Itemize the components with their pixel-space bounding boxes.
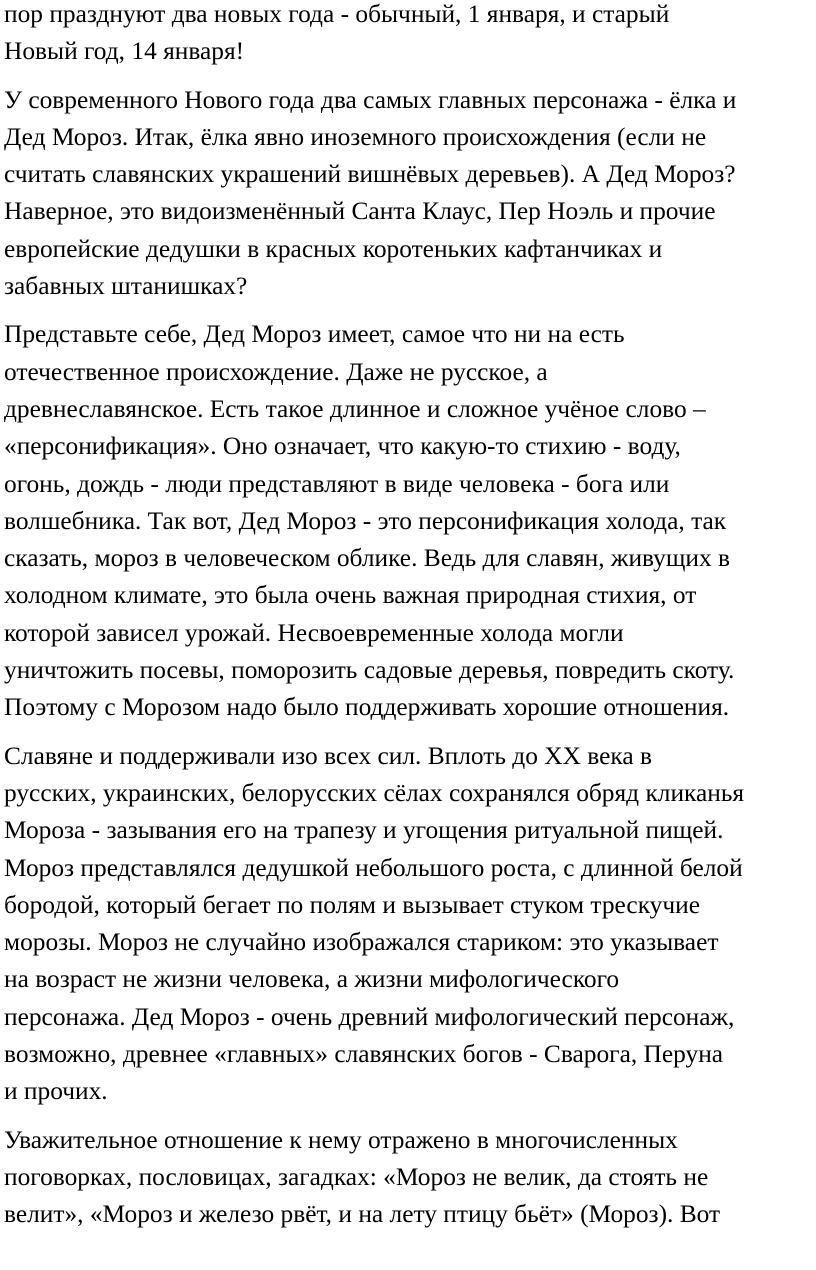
- text-line: Мороз представлялся дедушкой небольшого роста, с длинной белой: [4, 853, 743, 882]
- text-line: забавных штанишках?: [4, 272, 248, 301]
- text-line: персонажа. Дед Мороз - очень древний мифологический персонаж,: [4, 1002, 735, 1031]
- text-line: холодном климате, это была очень важная природная стихия, от: [4, 581, 697, 610]
- text-line: на возраст не жизни человека, а жизни мифологического: [4, 965, 620, 994]
- text-line: и прочих.: [4, 1077, 108, 1106]
- text-line: Уважительное отношение к нему отражено в многочисленных: [4, 1125, 678, 1154]
- text-line: поговорках, пословицах, загадках: «Мороз не велик, да стоять не: [4, 1162, 709, 1191]
- paragraph-3: [4, 316, 816, 726]
- text-line: бородой, который бегает по полям и вызывает стуком трескучие: [4, 890, 700, 919]
- document-page: [4, 0, 816, 1245]
- text-line: возможно, древнее «главных» славянских богов - Сварога, Перуна: [4, 1040, 724, 1069]
- text-line: «персонификация». Оно означает, что какую-то стихию - воду,: [4, 432, 681, 461]
- paragraph-5: [4, 1122, 816, 1234]
- text-line: У современного Нового года два самых главных персонажа - ёлка и: [4, 85, 737, 114]
- text-line: Новый год, 14 января!: [4, 37, 245, 66]
- text-line: Представьте себе, Дед Мороз имеет, самое что ни на есть: [4, 320, 625, 349]
- text-line: европейские дедушки в красных коротеньких кафтанчиках и: [4, 234, 663, 263]
- text-line: морозы. Мороз не случайно изображался стариком: это указывает: [4, 928, 719, 957]
- text-line: которой зависел урожай. Несвоевременные холода могли: [4, 618, 624, 647]
- text-line: велит», «Мороз и железо рвёт, и на лету птицу бьёт» (Мороз). Вот: [4, 1200, 721, 1229]
- text-line: пор празднуют два новых года - обычный, 1 января, и старый: [4, 0, 670, 28]
- text-line: Мороза - зазывания его на трапезу и угощения ритуальной пищей.: [4, 816, 724, 845]
- paragraph-2: [4, 82, 816, 306]
- text-line: Дед Мороз. Итак, ёлка явно иноземного происхождения (если не: [4, 122, 707, 151]
- text-line: Славяне и поддерживали изо всех сил. Вплоть до XX века в: [4, 741, 652, 770]
- text-line: отечественное происхождение. Даже не русское, а: [4, 357, 548, 386]
- text-line: волшебника. Так вот, Дед Мороз - это персонификация холода, так: [4, 506, 727, 535]
- text-line: древнеславянское. Есть такое длинное и сложное учёное слово –: [4, 394, 706, 423]
- text-line: сказать, мороз в человеческом облике. Ведь для славян, живущих в: [4, 544, 731, 573]
- text-line: уничтожить посевы, поморозить садовые деревья, повредить скоту.: [4, 656, 735, 685]
- text-line: Поэтому с Морозом надо было поддерживать хорошие отношения.: [4, 693, 730, 722]
- text-line: огонь, дождь - люди представляют в виде человека - бога или: [4, 469, 670, 498]
- text-line: русских, украинских, белорусских сёлах сохранялся обряд кликанья: [4, 778, 745, 807]
- text-line: Наверное, это видоизменённый Санта Клаус, Пер Ноэль и прочие: [4, 197, 716, 226]
- paragraph-1: [4, 0, 816, 71]
- text-line: считать славянских украшений вишнёвых деревьев). А Дед Мороз?: [4, 160, 736, 189]
- paragraph-4: [4, 738, 816, 1111]
